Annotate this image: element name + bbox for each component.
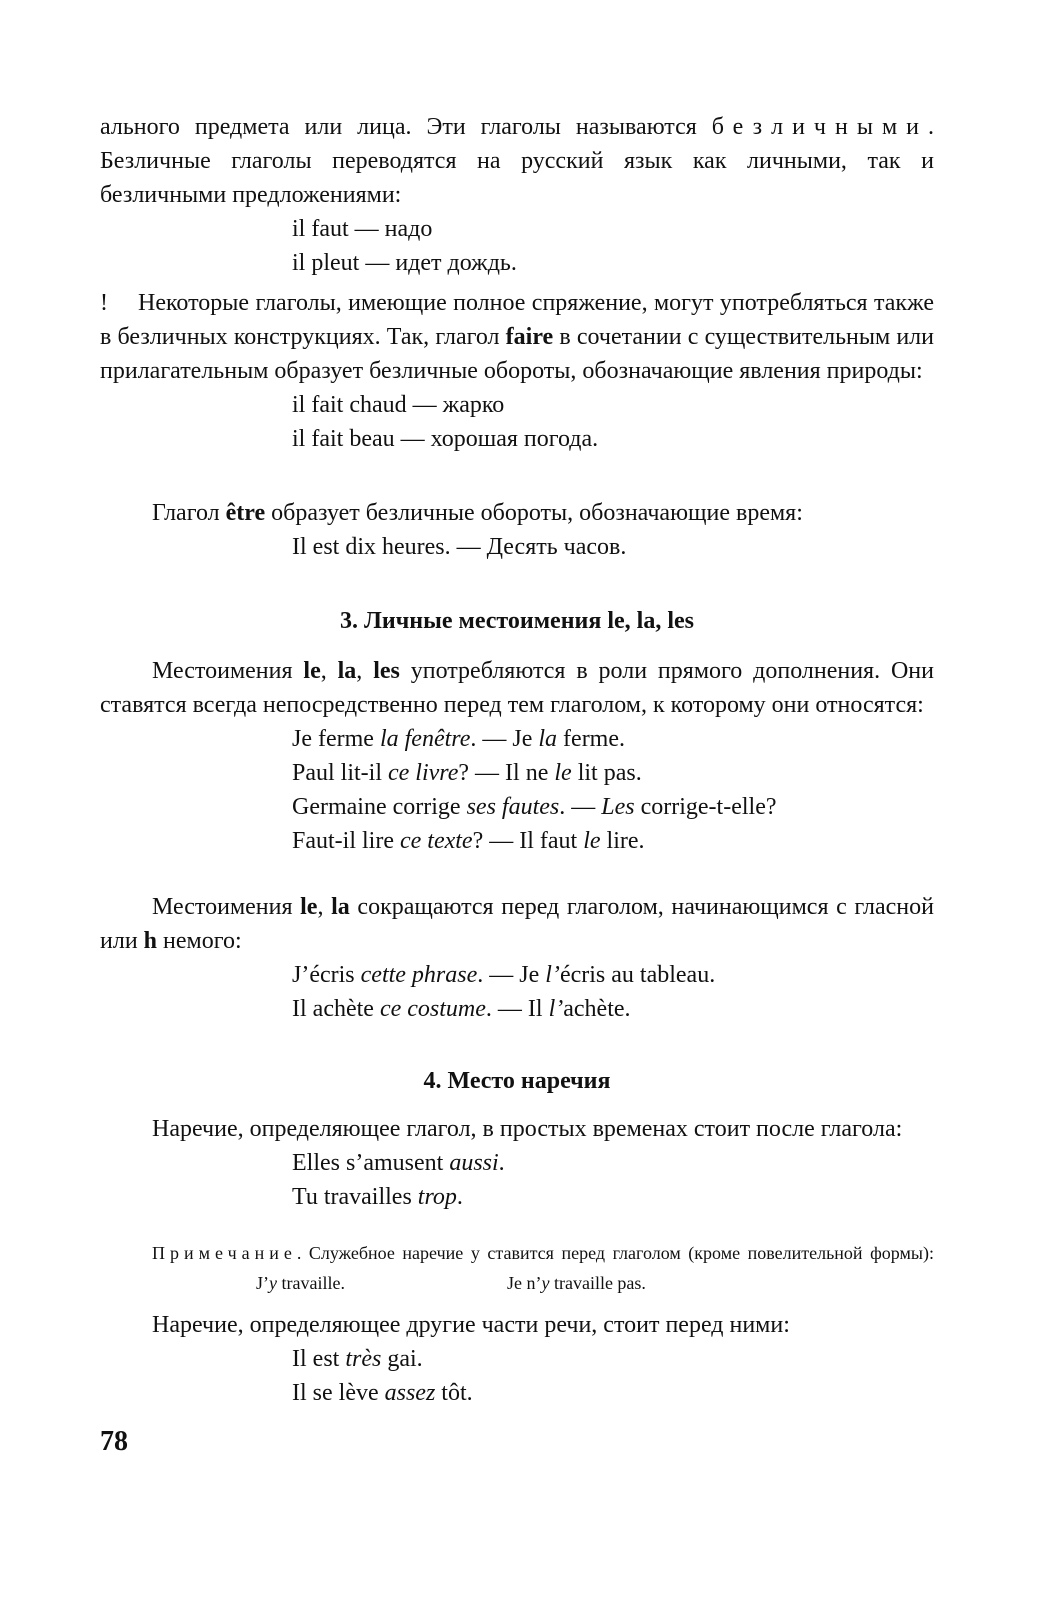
example-line: Paul lit-il ce livre? — Il ne le lit pas.	[292, 760, 642, 786]
section-4	[100, 1064, 934, 1098]
note-example-1: J’y travaille.	[256, 1273, 345, 1293]
section-4-body	[100, 1112, 934, 1214]
intro-block	[100, 110, 934, 280]
example-line: il fait beau — хорошая погода.	[292, 426, 599, 452]
etre-block	[100, 496, 934, 564]
example-line: Elles s’amusent aussi.	[292, 1150, 505, 1176]
section-4-body-2	[100, 1308, 934, 1410]
section-3	[100, 604, 934, 638]
etre-paragraph: Глагол être образует безличные обороты, обозначающие время:	[152, 500, 803, 526]
section-3-body-2	[100, 890, 934, 1026]
section-3-examples-1	[292, 722, 934, 858]
section-4-heading: 4. Место наречия	[423, 1068, 611, 1094]
note-block	[100, 1238, 934, 1298]
section-3-examples-2	[292, 958, 934, 1026]
example-line: Il est dix heures. — Десять часов.	[292, 534, 627, 560]
example-line: Faut-il lire ce texte? — Il faut le lire.	[292, 828, 645, 854]
example-line: il pleut — идет дождь.	[292, 250, 517, 276]
example-line: Il achète ce costume. — Il l’achète.	[292, 996, 631, 1022]
note-example-2: Je n’y travaille pas.	[506, 1273, 646, 1293]
remark-examples	[292, 388, 934, 456]
example-line: il fait chaud — жарко	[292, 392, 505, 418]
spaced-term: безличными	[711, 114, 928, 140]
section-3-heading: 3. Личные местоимения le, la, les	[340, 608, 694, 634]
section-4-examples-2	[292, 1342, 934, 1410]
page-number: 78	[100, 1426, 128, 1457]
section-3-body	[100, 654, 934, 858]
example-line: J’écris cette phrase. — Je l’écris au tableau.	[292, 962, 716, 988]
note-lead: Примечание	[152, 1243, 297, 1263]
etre-example	[292, 530, 934, 564]
intro-examples	[292, 212, 934, 280]
example-line: il faut — надо	[292, 216, 433, 242]
intro-paragraph: ального предмета или лица. Эти глаголы называются безличными. Безличные глаголы переводятся на русский язык как личными, так и безличными предложениями:	[100, 114, 934, 208]
section-4-paragraph-2: Наречие, определяющее другие части речи, стоит перед ними:	[152, 1312, 790, 1338]
remark-paragraph: ! Некоторые глаголы, имеющие полное спряжение, могут употребляться также в безличных конструкциях. Так, глагол faire в сочетании с существительным или прилагательным образует безличные обороты, обозначающие явления природы:	[100, 286, 934, 388]
section-3-paragraph-2: Местоимения le, la сокращаются перед глаголом, начинающимся с гласной или h немого:	[100, 894, 934, 954]
section-3-paragraph-1: Местоимения le, la, les употребляются в роли прямого дополнения. Они ставятся всегда непосредственно перед тем глаголом, к которому они относятся:	[100, 658, 934, 718]
note-paragraph: Примечание. Служебное наречие y ставится перед глаголом (кроме повелительной формы):J’y travaille. Je n’y travaille pas.	[100, 1238, 934, 1298]
section-4-paragraph-1: Наречие, определяющее глагол, в простых временах стоит после глагола:	[152, 1116, 903, 1142]
example-line: Je ferme la fenêtre. — Je la ferme.	[292, 726, 626, 752]
example-line: Tu travailles trop.	[292, 1184, 463, 1210]
example-line: Il est très gai.	[292, 1346, 423, 1372]
section-4-examples-1	[292, 1146, 934, 1214]
remark-block	[100, 286, 934, 456]
exclamation-mark: !	[100, 290, 108, 316]
example-line: Germaine corrige ses fautes. — Les corrige-t-elle?	[292, 794, 777, 820]
example-line: Il se lève assez tôt.	[292, 1380, 473, 1406]
